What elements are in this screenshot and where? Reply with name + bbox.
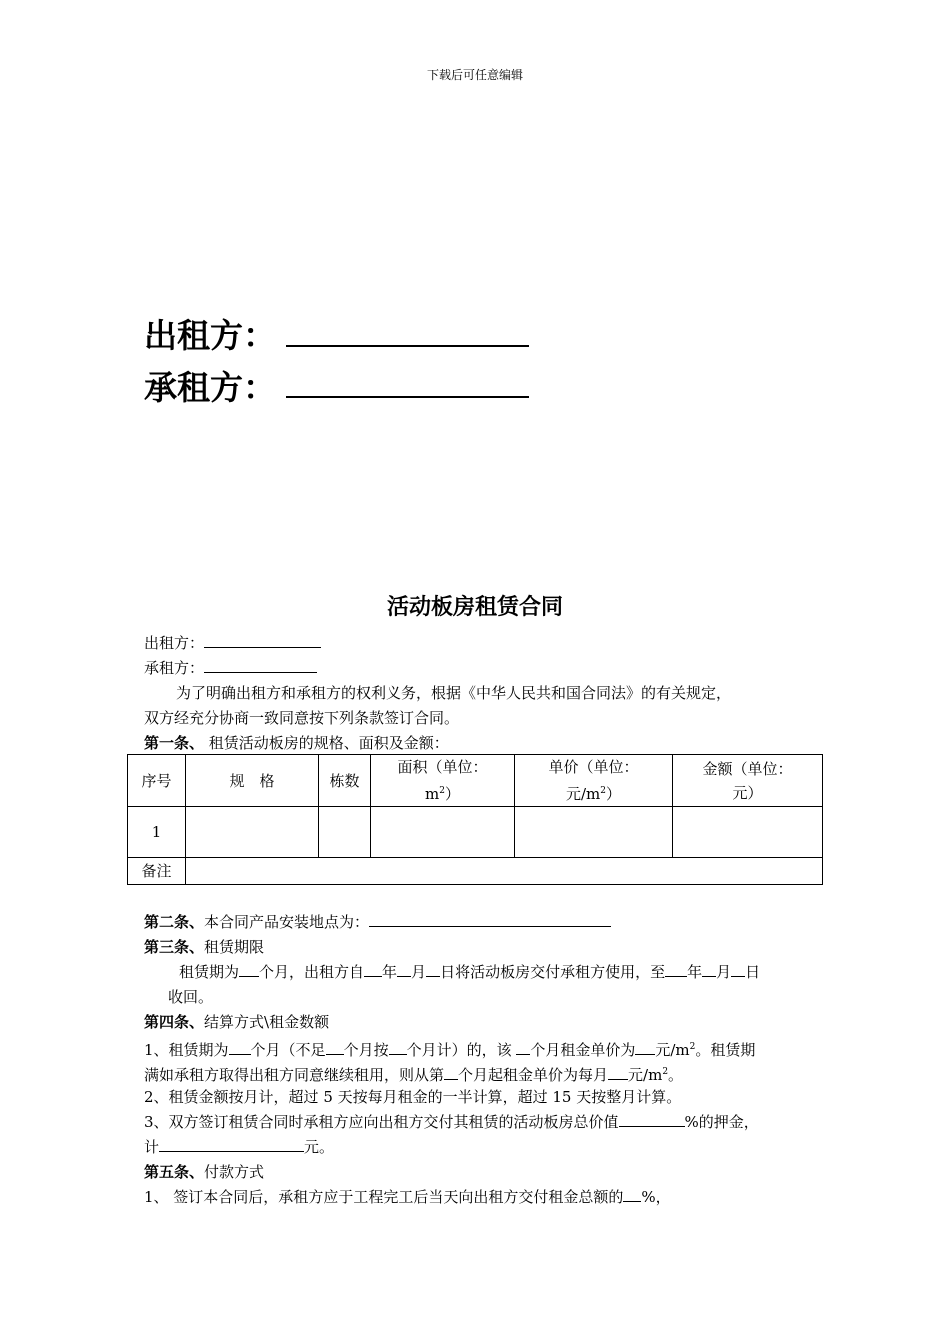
- cell-count: [319, 807, 371, 858]
- table-row: [128, 807, 823, 858]
- lessor-line: [144, 633, 321, 653]
- article-5-head: 第五条、: [144, 1163, 205, 1181]
- article-4-head: 第四条、: [144, 1013, 205, 1031]
- cell-price: [515, 807, 673, 858]
- page-header: 下载后可任意编辑: [426, 68, 523, 82]
- article-2-head: 第二条、: [144, 913, 205, 931]
- th-area-line2: $m^2$）: [425, 785, 460, 803]
- article-4-text: 结算方式\租金数额: [204, 1013, 330, 1031]
- lessee-blank: [204, 658, 317, 673]
- table-header-row: [128, 755, 823, 807]
- lessee-label: 承租方：: [144, 659, 205, 677]
- th-price-line1: 单价（单位：: [548, 758, 639, 776]
- th-amount-line2: 元）: [732, 783, 763, 802]
- th-count: 栋数: [319, 755, 371, 807]
- install-location-blank: [369, 912, 611, 927]
- article-4-item-3-cont: 计 元。: [144, 1138, 335, 1156]
- article-4: [144, 1012, 329, 1032]
- article-4-item-1: 1、租赁期为 个月（不足 个月按 个月计）的，该 个月租金单价为 元$/m^2$。租赁期: [144, 1041, 756, 1059]
- lessor-label: 出租方：: [144, 634, 205, 652]
- cover-lessee-label: 承租方：: [144, 368, 276, 407]
- th-amount: [673, 755, 823, 807]
- cover-lessor-label: 出租方：: [144, 316, 276, 355]
- th-price-line2: 元$/m^2$）: [565, 785, 622, 803]
- article-3: [144, 937, 264, 957]
- article-1-text: 租赁活动板房的规格、面积及金额：: [204, 734, 449, 752]
- article-3-line-2: 收回。: [168, 988, 214, 1006]
- article-2-text: 本合同产品安装地点为：: [204, 913, 370, 931]
- cell-no: 1: [128, 807, 186, 858]
- article-1-head: 第一条、: [144, 734, 205, 752]
- th-amount-line1: 金额（单位：: [702, 759, 793, 778]
- article-3-head: 第三条、: [144, 938, 205, 956]
- article-1: [144, 733, 449, 753]
- intro-line-2: 双方经充分协商一致同意按下列条款签订合同。: [144, 709, 460, 727]
- cell-amount: [673, 807, 823, 858]
- article-2: [144, 912, 611, 932]
- cell-remark-label: 备注: [128, 858, 186, 885]
- lessee-line: [144, 658, 317, 678]
- table-remark-row: [128, 858, 823, 885]
- cover-lessor-line: [286, 345, 529, 347]
- article-5-item-1: 1、 签订本合同后，承租方应于工程完工后当天向出租方交付租金总额的 %，: [144, 1188, 671, 1206]
- article-3-text: 租赁期限: [204, 938, 265, 956]
- th-area-line1: 面积（单位：: [397, 758, 488, 776]
- cell-remark-value: [186, 858, 823, 885]
- spec-table: [127, 754, 823, 885]
- th-area: [371, 755, 515, 807]
- article-4-item-2: 2、租赁金额按月计，超过 5 天按每月租金的一半计算，超过 15 天按整月计算。: [144, 1088, 682, 1106]
- lessor-blank: [204, 633, 321, 648]
- article-4-item-1-cont: 满如承租方取得出租方同意继续租用，则从第 个月起租金单价为每月 元$/m^2$。: [144, 1066, 684, 1084]
- article-5-text: 付款方式: [204, 1163, 265, 1181]
- article-5: [144, 1162, 264, 1182]
- cell-spec: [186, 807, 319, 858]
- article-4-item-3: 3、双方签订租赁合同时承租方应向出租方交付其租赁的活动板房总价值 %的押金，: [144, 1113, 759, 1131]
- cover-lessee-line: [286, 396, 529, 398]
- contract-title: 活动板房租赁合同: [386, 594, 563, 620]
- deposit-amount-blank: [159, 1137, 304, 1152]
- th-price: [515, 755, 673, 807]
- cell-area: [371, 807, 515, 858]
- article-3-line-1: 租赁期为 个月，出租方自 年 月 日将活动板房交付承租方使用，至 年 月 日: [179, 963, 761, 981]
- deposit-percent-blank: [619, 1112, 685, 1127]
- th-spec: 规 格: [186, 755, 319, 807]
- th-no: 序号: [128, 755, 186, 807]
- intro-line-1: 为了明确出租方和承租方的权利义务，根据《中华人民共和国合同法》的有关规定，: [176, 684, 732, 702]
